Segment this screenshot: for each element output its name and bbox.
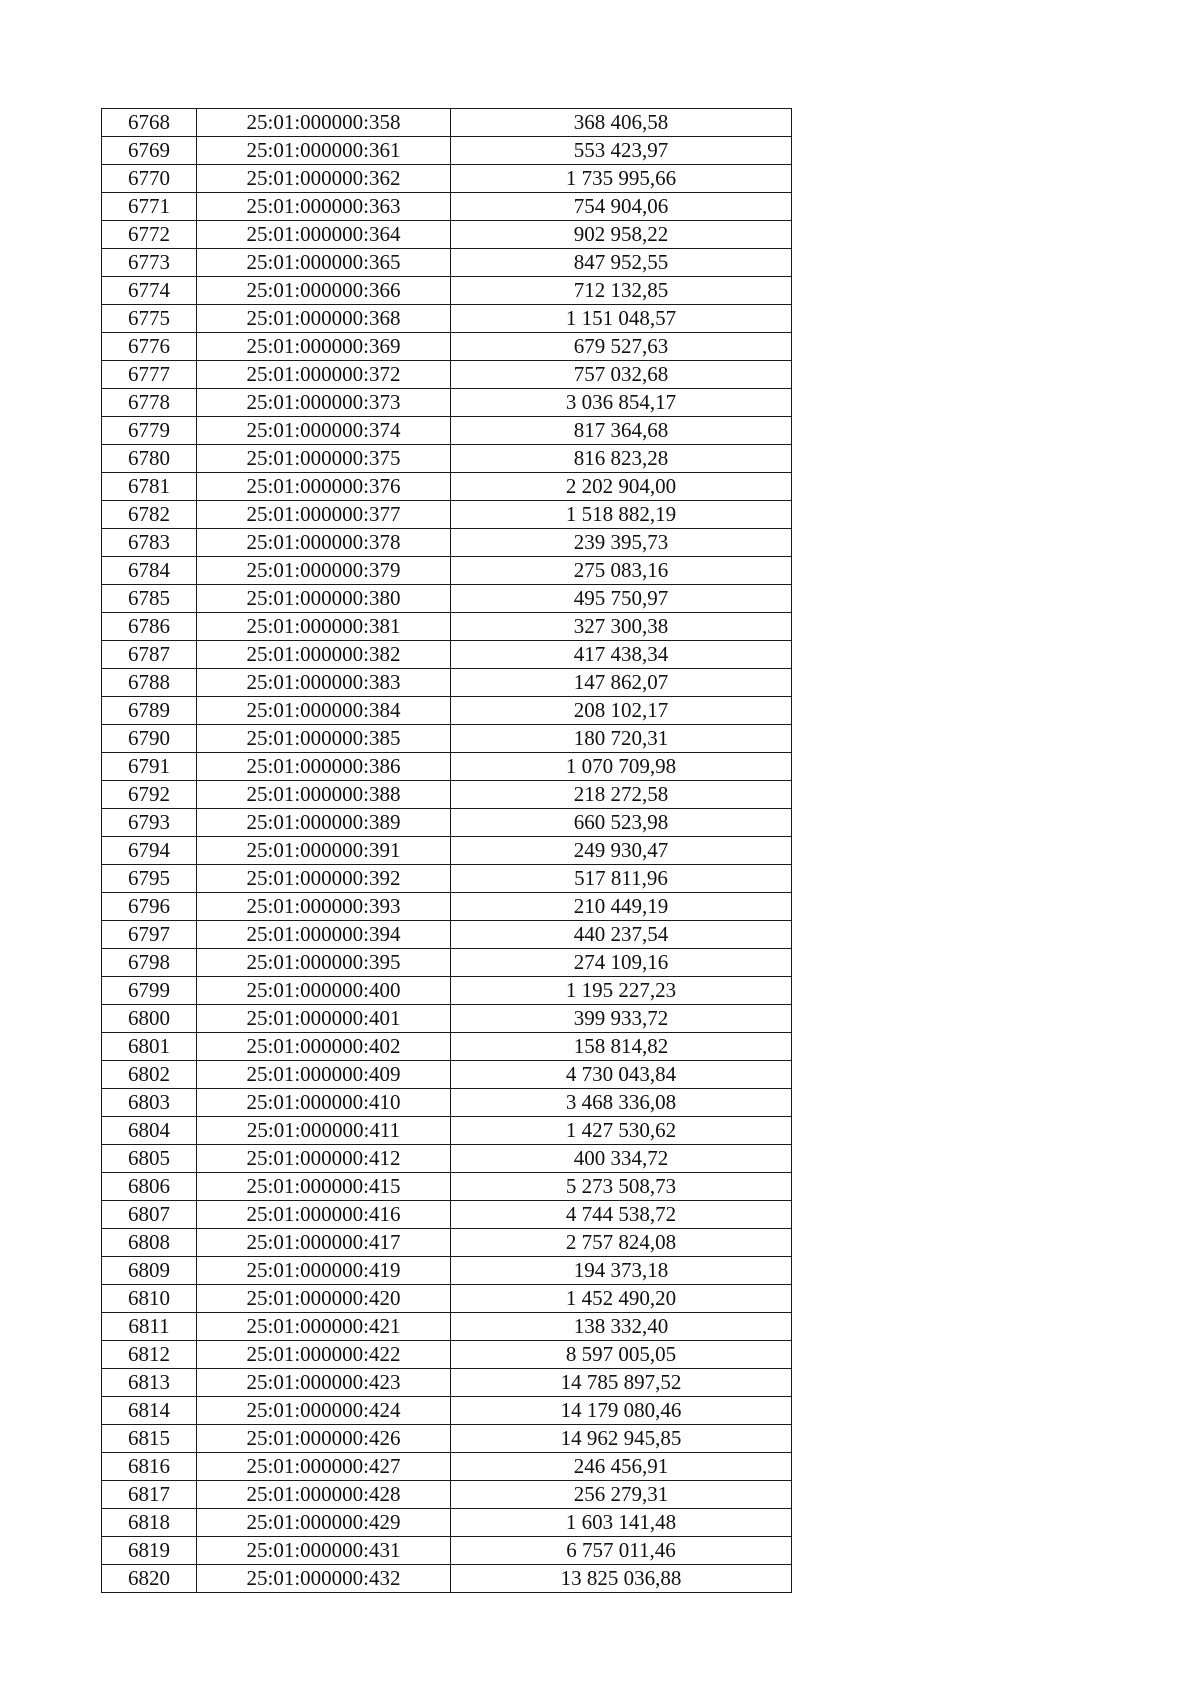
table-row [102, 1425, 792, 1453]
table-row [102, 893, 792, 921]
value-cell: 712 132,85 [451, 277, 792, 305]
table-row [102, 1481, 792, 1509]
cadastral-number-cell: 25:01:000000:417 [197, 1229, 451, 1257]
value-cell: 1 195 227,23 [451, 977, 792, 1005]
value-cell: 5 273 508,73 [451, 1173, 792, 1201]
value-cell: 757 032,68 [451, 361, 792, 389]
table-row [102, 1257, 792, 1285]
cadastral-number-cell: 25:01:000000:383 [197, 669, 451, 697]
row-number-cell: 6813 [102, 1369, 197, 1397]
table-row [102, 1369, 792, 1397]
table-row [102, 1453, 792, 1481]
table-row [102, 865, 792, 893]
cadastral-number-cell: 25:01:000000:377 [197, 501, 451, 529]
value-cell: 1 518 882,19 [451, 501, 792, 529]
table-row [102, 361, 792, 389]
table-row [102, 725, 792, 753]
table-row [102, 1565, 792, 1593]
row-number-cell: 6771 [102, 193, 197, 221]
value-cell: 417 438,34 [451, 641, 792, 669]
value-cell: 399 933,72 [451, 1005, 792, 1033]
cadastral-number-cell: 25:01:000000:419 [197, 1257, 451, 1285]
value-cell: 158 814,82 [451, 1033, 792, 1061]
row-number-cell: 6800 [102, 1005, 197, 1033]
value-cell: 1 151 048,57 [451, 305, 792, 333]
table-row [102, 417, 792, 445]
row-number-cell: 6803 [102, 1089, 197, 1117]
row-number-cell: 6805 [102, 1145, 197, 1173]
table-row [102, 1229, 792, 1257]
table-row [102, 333, 792, 361]
value-cell: 275 083,16 [451, 557, 792, 585]
value-cell: 553 423,97 [451, 137, 792, 165]
cadastral-number-cell: 25:01:000000:376 [197, 473, 451, 501]
row-number-cell: 6774 [102, 277, 197, 305]
row-number-cell: 6776 [102, 333, 197, 361]
cadastral-number-cell: 25:01:000000:423 [197, 1369, 451, 1397]
cadastral-number-cell: 25:01:000000:385 [197, 725, 451, 753]
cadastral-number-cell: 25:01:000000:378 [197, 529, 451, 557]
value-cell: 1 735 995,66 [451, 165, 792, 193]
cadastral-number-cell: 25:01:000000:374 [197, 417, 451, 445]
cadastral-number-cell: 25:01:000000:426 [197, 1425, 451, 1453]
row-number-cell: 6784 [102, 557, 197, 585]
cadastral-number-cell: 25:01:000000:382 [197, 641, 451, 669]
cadastral-number-cell: 25:01:000000:391 [197, 837, 451, 865]
cadastral-number-cell: 25:01:000000:384 [197, 697, 451, 725]
row-number-cell: 6782 [102, 501, 197, 529]
value-cell: 2 757 824,08 [451, 1229, 792, 1257]
table-body [102, 109, 792, 1593]
table-row [102, 753, 792, 781]
table-row [102, 501, 792, 529]
table-row [102, 977, 792, 1005]
value-cell: 495 750,97 [451, 585, 792, 613]
cadastral-number-cell: 25:01:000000:411 [197, 1117, 451, 1145]
cadastral-number-cell: 25:01:000000:373 [197, 389, 451, 417]
value-cell: 847 952,55 [451, 249, 792, 277]
row-number-cell: 6769 [102, 137, 197, 165]
value-cell: 210 449,19 [451, 893, 792, 921]
table-row [102, 1285, 792, 1313]
value-cell: 6 757 011,46 [451, 1537, 792, 1565]
row-number-cell: 6781 [102, 473, 197, 501]
value-cell: 13 825 036,88 [451, 1565, 792, 1593]
row-number-cell: 6789 [102, 697, 197, 725]
value-cell: 14 179 080,46 [451, 1397, 792, 1425]
value-cell: 660 523,98 [451, 809, 792, 837]
table-row [102, 1005, 792, 1033]
row-number-cell: 6811 [102, 1313, 197, 1341]
table-row [102, 781, 792, 809]
row-number-cell: 6794 [102, 837, 197, 865]
cadastral-number-cell: 25:01:000000:375 [197, 445, 451, 473]
cadastral-number-cell: 25:01:000000:431 [197, 1537, 451, 1565]
table-row [102, 109, 792, 137]
value-cell: 3 468 336,08 [451, 1089, 792, 1117]
row-number-cell: 6772 [102, 221, 197, 249]
table-row [102, 445, 792, 473]
value-cell: 817 364,68 [451, 417, 792, 445]
cadastral-number-cell: 25:01:000000:362 [197, 165, 451, 193]
value-cell: 180 720,31 [451, 725, 792, 753]
value-cell: 14 962 945,85 [451, 1425, 792, 1453]
value-cell: 256 279,31 [451, 1481, 792, 1509]
table-row [102, 641, 792, 669]
value-cell: 246 456,91 [451, 1453, 792, 1481]
value-cell: 1 603 141,48 [451, 1509, 792, 1537]
row-number-cell: 6770 [102, 165, 197, 193]
row-number-cell: 6818 [102, 1509, 197, 1537]
row-number-cell: 6806 [102, 1173, 197, 1201]
cadastral-number-cell: 25:01:000000:389 [197, 809, 451, 837]
row-number-cell: 6768 [102, 109, 197, 137]
cadastral-number-cell: 25:01:000000:395 [197, 949, 451, 977]
row-number-cell: 6812 [102, 1341, 197, 1369]
row-number-cell: 6780 [102, 445, 197, 473]
value-cell: 239 395,73 [451, 529, 792, 557]
row-number-cell: 6795 [102, 865, 197, 893]
cadastral-number-cell: 25:01:000000:429 [197, 1509, 451, 1537]
value-cell: 400 334,72 [451, 1145, 792, 1173]
table-row [102, 1341, 792, 1369]
table-row [102, 585, 792, 613]
cadastral-value-table [101, 108, 792, 1593]
row-number-cell: 6778 [102, 389, 197, 417]
table-row [102, 1145, 792, 1173]
cadastral-number-cell: 25:01:000000:410 [197, 1089, 451, 1117]
cadastral-number-cell: 25:01:000000:428 [197, 1481, 451, 1509]
value-cell: 14 785 897,52 [451, 1369, 792, 1397]
row-number-cell: 6820 [102, 1565, 197, 1593]
table-row [102, 1033, 792, 1061]
row-number-cell: 6802 [102, 1061, 197, 1089]
cadastral-number-cell: 25:01:000000:381 [197, 613, 451, 641]
row-number-cell: 6798 [102, 949, 197, 977]
cadastral-number-cell: 25:01:000000:412 [197, 1145, 451, 1173]
value-cell: 138 332,40 [451, 1313, 792, 1341]
value-cell: 816 823,28 [451, 445, 792, 473]
cadastral-number-cell: 25:01:000000:422 [197, 1341, 451, 1369]
value-cell: 902 958,22 [451, 221, 792, 249]
table-row [102, 613, 792, 641]
value-cell: 2 202 904,00 [451, 473, 792, 501]
table-row [102, 221, 792, 249]
row-number-cell: 6777 [102, 361, 197, 389]
table-row [102, 697, 792, 725]
value-cell: 1 427 530,62 [451, 1117, 792, 1145]
row-number-cell: 6786 [102, 613, 197, 641]
table-row [102, 305, 792, 333]
row-number-cell: 6808 [102, 1229, 197, 1257]
cadastral-number-cell: 25:01:000000:364 [197, 221, 451, 249]
table-row [102, 473, 792, 501]
row-number-cell: 6809 [102, 1257, 197, 1285]
value-cell: 4 730 043,84 [451, 1061, 792, 1089]
row-number-cell: 6791 [102, 753, 197, 781]
cadastral-number-cell: 25:01:000000:420 [197, 1285, 451, 1313]
cadastral-number-cell: 25:01:000000:416 [197, 1201, 451, 1229]
row-number-cell: 6796 [102, 893, 197, 921]
row-number-cell: 6814 [102, 1397, 197, 1425]
row-number-cell: 6779 [102, 417, 197, 445]
cadastral-number-cell: 25:01:000000:415 [197, 1173, 451, 1201]
value-cell: 274 109,16 [451, 949, 792, 977]
row-number-cell: 6787 [102, 641, 197, 669]
value-cell: 440 237,54 [451, 921, 792, 949]
value-cell: 1 452 490,20 [451, 1285, 792, 1313]
row-number-cell: 6807 [102, 1201, 197, 1229]
cadastral-number-cell: 25:01:000000:401 [197, 1005, 451, 1033]
row-number-cell: 6792 [102, 781, 197, 809]
cadastral-number-cell: 25:01:000000:409 [197, 1061, 451, 1089]
cadastral-number-cell: 25:01:000000:368 [197, 305, 451, 333]
table-row [102, 1117, 792, 1145]
cadastral-number-cell: 25:01:000000:432 [197, 1565, 451, 1593]
row-number-cell: 6790 [102, 725, 197, 753]
table-row [102, 669, 792, 697]
table-row [102, 1313, 792, 1341]
table-row [102, 837, 792, 865]
table-row [102, 921, 792, 949]
table-row [102, 277, 792, 305]
cadastral-number-cell: 25:01:000000:361 [197, 137, 451, 165]
value-cell: 8 597 005,05 [451, 1341, 792, 1369]
table-row [102, 389, 792, 417]
row-number-cell: 6797 [102, 921, 197, 949]
value-cell: 147 862,07 [451, 669, 792, 697]
cadastral-number-cell: 25:01:000000:427 [197, 1453, 451, 1481]
cadastral-number-cell: 25:01:000000:400 [197, 977, 451, 1005]
row-number-cell: 6773 [102, 249, 197, 277]
table-row [102, 809, 792, 837]
value-cell: 327 300,38 [451, 613, 792, 641]
table-row [102, 1201, 792, 1229]
cadastral-number-cell: 25:01:000000:388 [197, 781, 451, 809]
value-cell: 218 272,58 [451, 781, 792, 809]
row-number-cell: 6793 [102, 809, 197, 837]
cadastral-number-cell: 25:01:000000:372 [197, 361, 451, 389]
row-number-cell: 6788 [102, 669, 197, 697]
value-cell: 368 406,58 [451, 109, 792, 137]
row-number-cell: 6783 [102, 529, 197, 557]
cadastral-number-cell: 25:01:000000:394 [197, 921, 451, 949]
cadastral-number-cell: 25:01:000000:369 [197, 333, 451, 361]
value-cell: 517 811,96 [451, 865, 792, 893]
table-row [102, 557, 792, 585]
row-number-cell: 6816 [102, 1453, 197, 1481]
cadastral-number-cell: 25:01:000000:386 [197, 753, 451, 781]
cadastral-number-cell: 25:01:000000:358 [197, 109, 451, 137]
table-row [102, 249, 792, 277]
value-cell: 194 373,18 [451, 1257, 792, 1285]
row-number-cell: 6785 [102, 585, 197, 613]
row-number-cell: 6799 [102, 977, 197, 1005]
value-cell: 4 744 538,72 [451, 1201, 792, 1229]
table-row [102, 949, 792, 977]
table-row [102, 1397, 792, 1425]
cadastral-number-cell: 25:01:000000:421 [197, 1313, 451, 1341]
value-cell: 1 070 709,98 [451, 753, 792, 781]
table-row [102, 529, 792, 557]
row-number-cell: 6801 [102, 1033, 197, 1061]
row-number-cell: 6815 [102, 1425, 197, 1453]
table-row [102, 1509, 792, 1537]
cadastral-number-cell: 25:01:000000:365 [197, 249, 451, 277]
table-row [102, 1089, 792, 1117]
value-cell: 679 527,63 [451, 333, 792, 361]
row-number-cell: 6775 [102, 305, 197, 333]
row-number-cell: 6819 [102, 1537, 197, 1565]
table-row [102, 165, 792, 193]
cadastral-number-cell: 25:01:000000:380 [197, 585, 451, 613]
value-cell: 3 036 854,17 [451, 389, 792, 417]
table-row [102, 137, 792, 165]
table-row [102, 1537, 792, 1565]
table-row [102, 1061, 792, 1089]
cadastral-number-cell: 25:01:000000:392 [197, 865, 451, 893]
value-cell: 249 930,47 [451, 837, 792, 865]
cadastral-number-cell: 25:01:000000:363 [197, 193, 451, 221]
value-cell: 208 102,17 [451, 697, 792, 725]
table-row [102, 1173, 792, 1201]
cadastral-number-cell: 25:01:000000:402 [197, 1033, 451, 1061]
cadastral-number-cell: 25:01:000000:424 [197, 1397, 451, 1425]
cadastral-number-cell: 25:01:000000:366 [197, 277, 451, 305]
value-cell: 754 904,06 [451, 193, 792, 221]
cadastral-number-cell: 25:01:000000:393 [197, 893, 451, 921]
row-number-cell: 6810 [102, 1285, 197, 1313]
table-row [102, 193, 792, 221]
row-number-cell: 6817 [102, 1481, 197, 1509]
row-number-cell: 6804 [102, 1117, 197, 1145]
cadastral-number-cell: 25:01:000000:379 [197, 557, 451, 585]
